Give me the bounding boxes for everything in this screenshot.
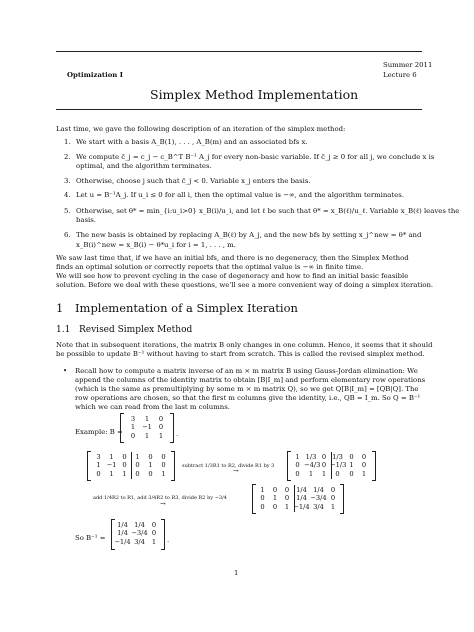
op2-arrow: → — [160, 500, 166, 508]
step-6-num: 6. — [64, 231, 71, 239]
binv-period: . — [167, 536, 170, 544]
binv-label: So B⁻¹ = — [75, 534, 106, 542]
step-2-num: 2. — [64, 153, 71, 161]
matrix-b-left-bracket — [120, 413, 124, 443]
lecture-label: Lecture 6 — [383, 71, 417, 79]
step-2-text-cont: optimal, and the algorithm terminates. — [76, 162, 212, 170]
header-top-rule — [56, 51, 422, 52]
augmented-matrix-1: 3 1 0 1 0 0 1 −1 0 0 1 0 0 1 1 0 0 1 — [96, 453, 166, 478]
aug1-divider — [131, 452, 132, 479]
step-6-text: The new basis is obtained by replacing A_B(ℓ) by A_j, and the new bfs by setting x_j^new = θ* and — [76, 231, 422, 239]
binv-right-bracket — [161, 519, 165, 550]
aug3-right-bracket — [340, 484, 344, 514]
step-5-num: 5. — [64, 207, 71, 215]
aug1-right-bracket — [171, 451, 175, 481]
step-3-num: 3. — [64, 177, 71, 185]
para2-line1: Note that in subsequent iterations, the matrix B only changes in one column. Hence, it seems that it should — [56, 341, 433, 349]
para1-line4: solution. Before we deal with these questions, we'll see a more convenient way of doing a simplex iteration. — [56, 281, 434, 289]
step-3-text: Otherwise, choose j such that c̄_j < 0. Variable x_j enters the basis. — [76, 177, 311, 185]
aug2-divider — [331, 452, 332, 479]
matrix-b-inverse: 1/4 1/4 0 1/4 −3/4 0 −1/4 3/4 1 — [114, 521, 157, 546]
step-5-text: Otherwise, set θ* = min_{i:u_i>0} x_B(i)/u_i, and let ℓ be such that θ* = x_B(ℓ)/u_ℓ. Variable x_B(ℓ) leaves the — [76, 207, 460, 215]
term-label: Summer 2011 — [383, 61, 433, 69]
intro-text: Last time, we gave the following description of an iteration of the simplex method: — [56, 125, 346, 133]
subsection-title: Revised Simplex Method — [79, 325, 193, 335]
matrix-b: 3 1 0 1 −1 0 0 1 1 — [130, 415, 164, 440]
aug1-left-bracket — [87, 451, 91, 481]
matrix-b-period: . — [176, 430, 179, 438]
step-6-text-cont: x_B(i)^new = x_B(i) − θ*u_i for i = 1, . . . , m. — [76, 241, 236, 249]
bullet-marker: • — [63, 367, 68, 375]
step-1-text: We start with a basis A_B(1), . . . , A_B(m) and an associated bfs x. — [76, 138, 308, 146]
step-4-text: Let u = B⁻¹A_j. If u_i ≤ 0 for all i, then the optimal value is −∞, and the algorithm terminates. — [76, 191, 404, 199]
example-label: Example: B = — [75, 428, 123, 436]
section-title: Implementation of a Simplex Iteration — [75, 301, 298, 315]
step-4-num: 4. — [64, 191, 71, 199]
augmented-matrix-2: 1 1/3 0 1/3 0 0 0 −4/30 −1/3 1 0 0 1 1 0 0 1 — [295, 453, 367, 478]
para1-line2: finds an optimal solution or correctly reports that the optimal value is −∞ in finite time. — [56, 263, 364, 271]
page-number: 1 — [234, 569, 239, 577]
matrix-b-right-bracket — [170, 413, 174, 443]
para1-line1: We saw last time that, if we have an initial bfs, and there is no degeneracy, then the Simplex Method — [56, 254, 409, 262]
bullet-line4: row operations are chosen, so that the first m columns give the identity, i.e., QB = I_m. So Q = B⁻¹ — [75, 394, 421, 402]
header-bottom-rule — [56, 109, 422, 110]
bullet-line5: which we can read from the last m columns. — [75, 403, 230, 411]
bullet-line3: (which is the same as premultiplying by some m × m matrix Q), so we get Q[B|I_m] = [QB|Q]. The — [75, 385, 419, 393]
op2-label: add 1/4R2 to R1, add 3/4R2 to R3, divide R2 by −3/4 — [93, 495, 227, 501]
step-1-num: 1. — [64, 138, 71, 146]
subsection-number: 1.1 — [56, 325, 71, 335]
page-title: Simplex Method Implementation — [150, 87, 359, 102]
para2-line2: be possible to update B⁻¹ without having to start from scratch. This is called the revised simplex method. — [56, 350, 425, 358]
augmented-matrix-3: 1 0 0 1/4 1/4 0 0 1 0 1/4 −3/4 0 0 0 1 −1/4 3/4 1 — [260, 486, 336, 511]
op1-arrow: → — [233, 467, 239, 475]
section-number: 1 — [56, 301, 64, 315]
course-label: Optimization I — [67, 71, 123, 79]
para1-line3: We will see how to prevent cycling in the case of degeneracy and how to find an initial basic feasible — [56, 272, 409, 280]
step-5-text-cont: basis. — [76, 216, 96, 224]
bullet-line2: append the columns of the identity matrix to obtain [B|I_m] and perform elementary row operations — [75, 376, 426, 384]
aug3-divider — [294, 485, 295, 512]
op1-label: subtract 1/3R1 to R2, divide R1 by 3 — [182, 463, 275, 469]
bullet-line1: Recall how to compute a matrix inverse of an m × m matrix B using Gauss-Jordan elimination: We — [75, 367, 418, 375]
step-2-text: We compute c̄_j = c_j − c_B^T B⁻¹ A_j for every non-basic variable. If c̄_j ≥ 0 for all j, we conclude x is — [76, 153, 435, 161]
aug2-right-bracket — [372, 451, 376, 481]
